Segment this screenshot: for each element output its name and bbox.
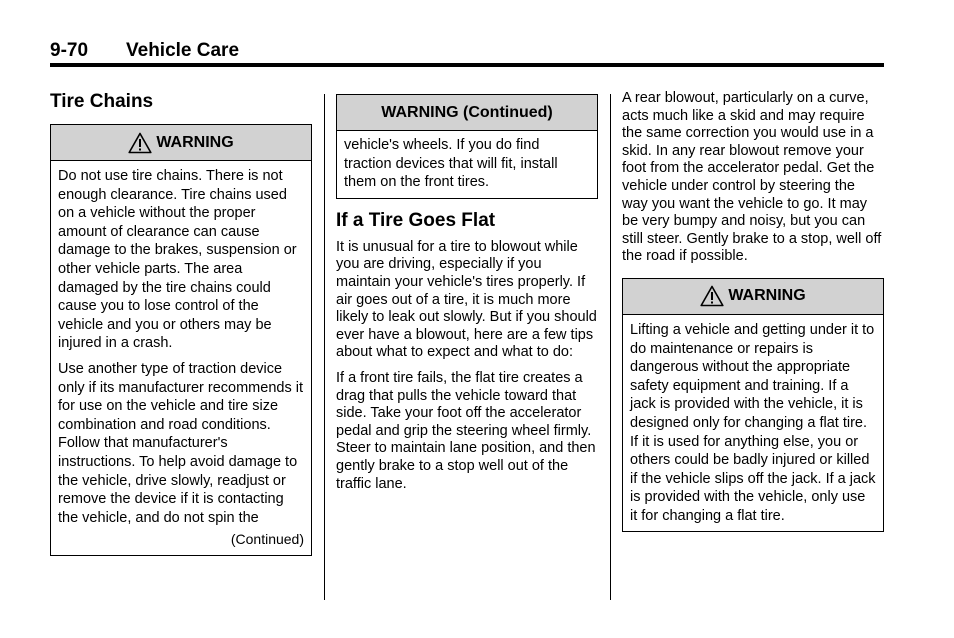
warning-continued-header: [337, 95, 597, 131]
warning-paragraph-1: Do not use tire chains. There is not enough clearance. Tire chains used on a vehicle without the proper amount of clearance can cause damage to the brakes, suspension or other vehicle parts. The area damaged by the tire chains could cause you to lose control of the vehicle and you or others may be injured in a crash.: [58, 168, 297, 352]
warning-title: WARNING: [156, 133, 234, 151]
continued-label: (Continued): [230, 531, 304, 548]
warning-continued-title: WARNING (Continued): [381, 103, 553, 121]
tire-chains-heading: Tire Chains: [50, 91, 154, 112]
warning-triangle-icon: [128, 132, 152, 154]
flat-tire-text: [336, 239, 598, 493]
warning-continued-body: [337, 131, 597, 198]
column-2: [336, 94, 598, 493]
rear-blowout-paragraph: A rear blowout, particularly on a curve, acts much like a skid and may require the same correction you would use in a skid. In any rear blowout remove your foot from the accelerator pedal. Get the vehicle under control by steering the way you want the vehicle to go. It may be very bumpy and noisy, but you can still steer. Gently brake to a stop, well off the road if possible.: [622, 90, 882, 265]
page-number: 9-70: [50, 40, 89, 61]
section-title: Vehicle Care: [126, 40, 240, 61]
header-rule: [50, 63, 884, 67]
rear-blowout-text: [622, 90, 884, 266]
column-divider-2: [610, 94, 611, 600]
column-3: [622, 90, 884, 532]
jack-warning-box: [622, 278, 884, 533]
flat-tire-heading: If a Tire Goes Flat: [336, 209, 496, 231]
column-1: [50, 90, 312, 556]
warning-continued-box: [336, 94, 598, 199]
flat-tire-paragraph-1: It is unusual for a tire to blowout while you are driving, especially if you maintain your vehicle's tires properly. If air goes out of a tire, it is much more likely to leak out slowly. But if you should ever have a blowout, here are a few tips about what to expect and what to do:: [336, 238, 597, 361]
warning-triangle-icon: [700, 285, 724, 307]
jack-warning-text: Lifting a vehicle and getting under it to do maintenance or repairs is dangerous without the appropriate safety equipment and training. If a jack is provided with the vehicle, it is designed only for changing a flat tire. If it is used for anything else, you or others could be badly injured or killed if the vehicle slips off the jack. If a jack is provided with the vehicle, only use it for changing a flat tire.: [630, 321, 876, 524]
warning-paragraph-2: Use another type of traction device only if its manufacturer recommends it for use on the vehicle and tire size combination and road conditions. Follow that manufacturer's instructions. To help avoid damage to the vehicle, drive slowly, readjust or remove the device if it is contacting the vehicle, and do not spin the: [58, 360, 303, 526]
warning-body: [51, 161, 311, 555]
jack-warning-title: WARNING: [728, 287, 806, 305]
column-divider-1: [324, 94, 325, 600]
tire-chains-warning-box: [50, 124, 312, 556]
jack-warning-body: [623, 315, 883, 532]
jack-warning-header: [623, 279, 883, 315]
flat-tire-paragraph-2: If a front tire fails, the flat tire creates a drag that pulls the vehicle toward that side. Take your foot off the accelerator pedal and grip the steering wheel firmly. Steer to maintain lane position, and then gently brake to a stop well out of the traffic lane.: [336, 369, 596, 492]
warning-header: [51, 125, 311, 161]
warning-continued-text: vehicle's wheels. If you do find traction devices that will fit, install them on the front tires.: [344, 137, 558, 191]
